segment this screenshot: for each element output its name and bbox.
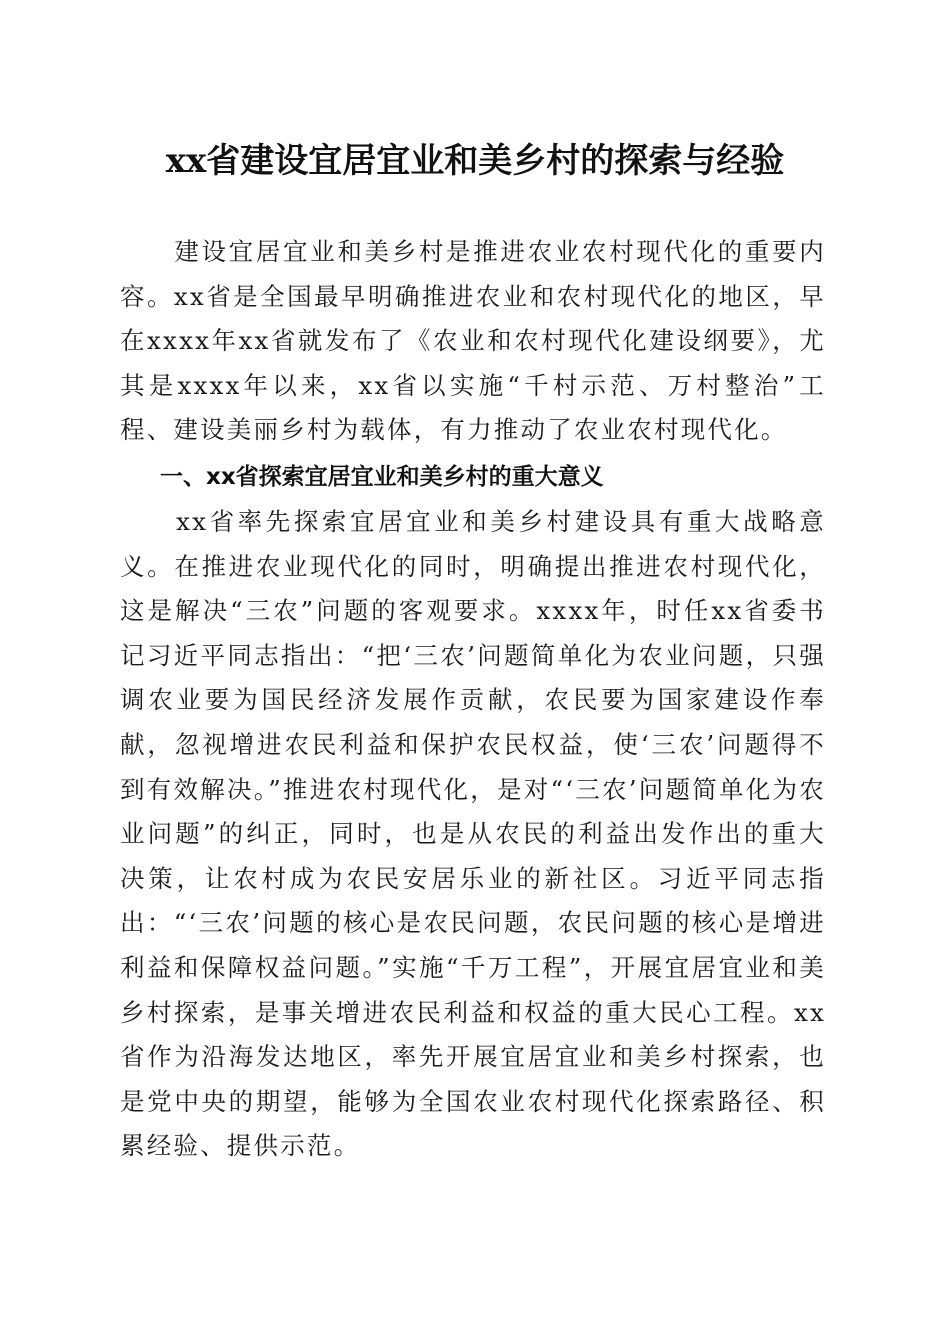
- intro-paragraph: 建设宜居宜业和美乡村是推进农业农村现代化的重要内容。xx省是全国最早明确推进农业和农村现代化的地区，早在xxxx年xx省就发布了《农业和农村现代化建设纲要》，尤其是xxxx年以来，xx省以实施“千村示范、万村整治”工程、建设美丽乡村为载体，有力推动了农业农村现代化。: [120, 237, 826, 445]
- document-title: xx省建设宜居宜业和美乡村的探索与经验: [165, 141, 785, 181]
- section-1-paragraph: xx省率先探索宜居宜业和美乡村建设具有重大战略意义。在推进农业现代化的同时，明确提出推进农村现代化，这是解决“三农”问题的客观要求。xxxx年，时任xx省委书记习近平同志指出：“把‘三农’问题简单化为农业问题，只强调农业要为国民经济发展作贡献，农民要为国家建设作奉献，忽视增进农民利益和保护农民权益，使‘三农’问题得不到有效解决。”推进农村现代化，是对“‘三农’问题简单化为农业问题”的纠正，同时，也是从农民的利益出发作出的重大决策，让农村成为农民安居乐业的新社区。习近平同志指出：“‘三农’问题的核心是农民问题，农民问题的核心是增进利益和保障权益问题。”实施“千万工程”，开展宜居宜业和美乡村探索，是事关增进农民利益和权益的重大民心工程。xx省作为沿海发达地区，率先开展宜居宜业和美乡村探索，也是党中央的期望，能够为全国农业农村现代化探索路径、积累经验、提供示范。: [120, 507, 826, 1161]
- section-heading-1: 一、xx省探索宜居宜业和美乡村的重大意义: [160, 464, 604, 490]
